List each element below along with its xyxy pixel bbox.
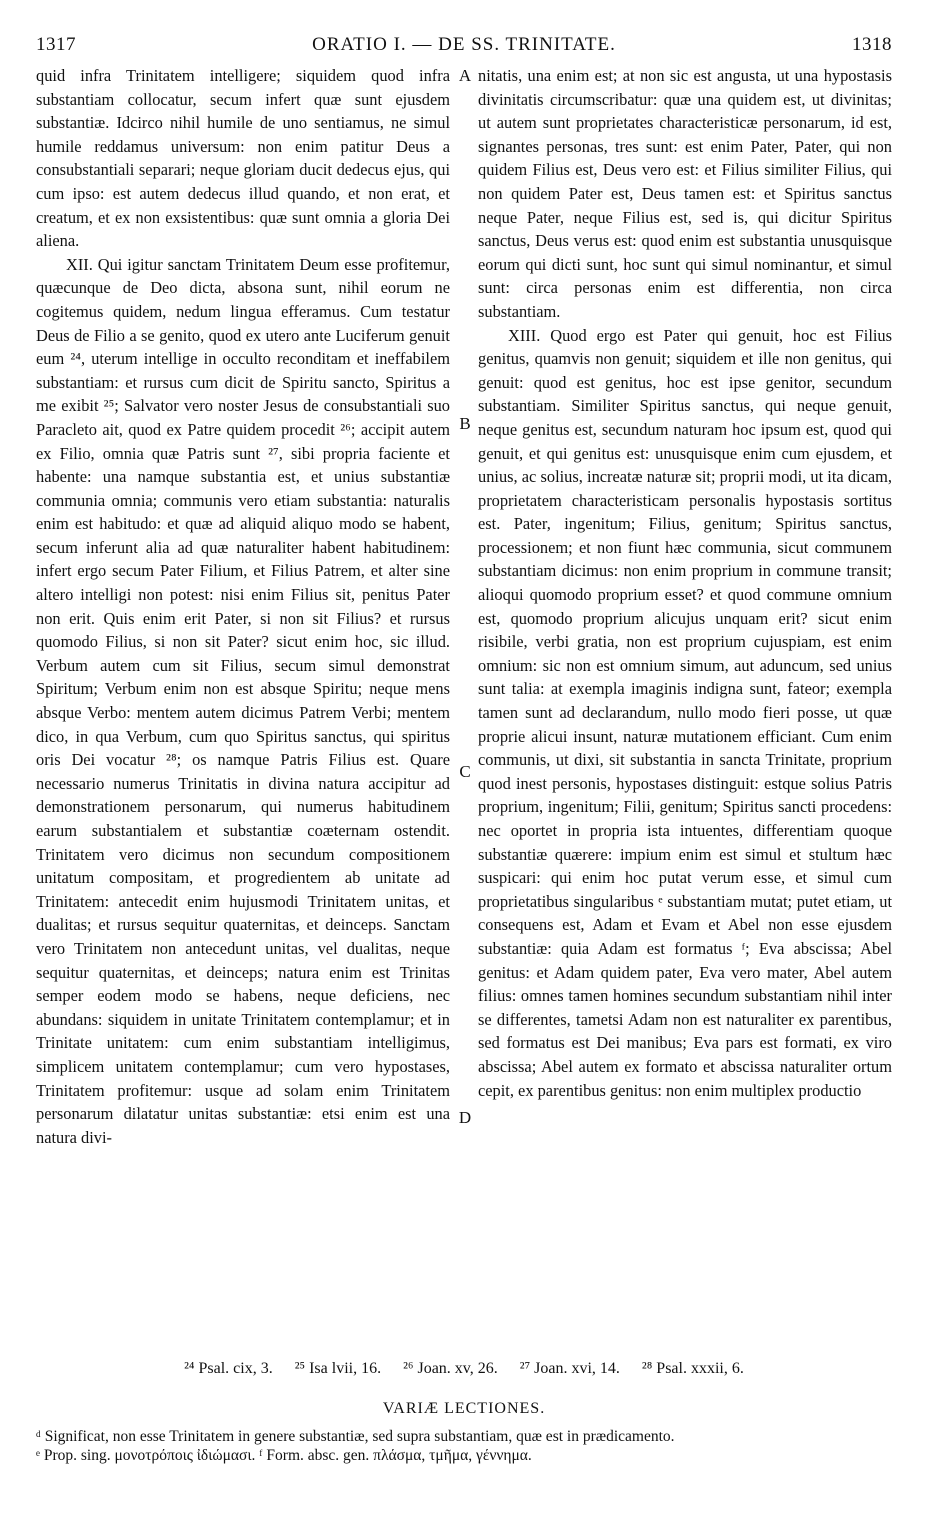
footnote-25: ²⁵ Isa lvii, 16. (294, 1360, 382, 1377)
paragraph-xiii: XIII. Quod ergo est Pater qui genuit, hoc est Filius genitus, quamvis non genuit; siquidem et ille non genitus, qui genuit: quod est genitus, hoc est ipse genitor, secundum substantiam. Similiter Spiritus sanctus, qui neque genuit, neque genitus est, secundum naturam hoc ipsum est, quod qui genuit, et qui genitus est: unusquisque enim cum ejusdem, et unius, ac solius, increatæ naturæ sit; proprii modi, ut ita dicam, proprietatem characteristicam personalis hypostasis sortitus est. Pater, ingenitum; Filius, genitum; Spiritus sanctus, processionem; et non fiunt hæc communia, sicut communem substantiam dicimus: non enim proprium in commune transit; alioqui quomodo proprium esset? et quod commune omnium est, quomodo proprium alicujus unquam erit? sicut enim risibile, verbi gratia, non est proprium cujuspiam, est enim omnium: sic non est omnium simum, aut aduncum, sed unius sunt talia: at exempla imaginis indigna sunt, fateor; exempla tamen sunt ad declarandum, nullo modo fieri posse, ut quæ proprie alicui insunt, naturæ mutationem efficiant. Cum enim communis, ut dixi, sit substantia in sancta Trinitate, proprium quod inest personis, hypostases distinguit: estque solius Patris proprium, ingenitum; Filii, genitum; Spiritus sancti procedens: nec oportet in propria ista intuentes, differentiam quoque substantiæ quærere: impium enim est simul et stultum hæc suspicari: qui enim hoc putat verum esse, et simul cum proprietatibus singularibus ᵉ substantiam mutat; putet etiam, ut consequens est, Adam et Evam et Abel non esse ejusdem substantiæ: quia Adam est formatus ᶠ; Eva abscissa; Abel genitus: et Adam quidem pater, Eva vero mater, Abel autem filius: omnes tamen homines secundum substantiam nihil inter se differentes, tametsi Adam non est naturaliter ex parentibus, sed formatus est Dei manibus; Eva pars est formati, ex viro abscissa; Abel autem ex formato et abscissa naturaliter ortum cepit, ex parentibus genitus: non enim multiplex productio (478, 325, 892, 1100)
variae-lectiones-heading: VARIÆ LECTIONES. (382, 1400, 546, 1417)
variant-d: ᵈ Significat, non esse Trinitatem in genere substantiæ, sed supra substantiam, quæ est in prædicamento. (36, 1428, 675, 1445)
page-number-right: 1318 (852, 34, 892, 55)
margin-letter-b: B (459, 414, 471, 433)
paragraph-continuation: quid infra Trinitatem intelligere; siquidem quod infra substantiam collocatur, secum infert quæ sunt ejusdem substantiæ. Idcirco nihil humile de uno sentiamus, ne simul humile reddamus universum: non enim patitur Deus a consubstantiali separari; neque gloriam ducit dedecus ejus, qui cum ipso: est autem dedecus illud quando, et non erat, et creatum, et ex non exsistentibus: quæ sunt omnia a gloria Dei aliena. (36, 66, 450, 251)
margin-letter-a: A (458, 66, 472, 85)
page-number-left: 1317 (36, 34, 76, 55)
running-header (36, 34, 892, 60)
footnote-28: ²⁸ Psal. xxxii, 6. (641, 1360, 744, 1377)
footnote-27: ²⁷ Joan. xvi, 14. (519, 1360, 620, 1377)
footnote-24: ²⁴ Psal. cix, 3. (184, 1360, 273, 1377)
running-title: ORATIO I. — DE SS. TRINITATE. (312, 34, 616, 55)
paragraph-xii: XII. Qui igitur sanctam Trinitatem Deum esse profitemur, quæcunque de Deo dicta, absona sunt, nihil eorum ne cogitemus quidem, nedum lingua efferamus. Cum testatur Deus de Filio a se genito, quod ex utero ante Luciferum genuit eum ²⁴, uterum intellige in occulto reconditam et ineffabilem substantiam: et rursus cum dicit de Spiritu sancto, Spiritus a me exibit ²⁵; Salvator vero noster Jesus de consubstantiali suo Paracleto ait, quod ex Patre quidem procedit ²⁶; accipit autem ex Filio, omnia quæ Patris sunt ²⁷, sibi propria faciente et habente: una namque substantia est, et unius substantiæ communia omnia; communis vero etiam substantia: naturalis enim est habitudo: et quæ ad aliquid aliquo modo se habent, secum inferunt alia ad quæ naturaliter habent habitudinem: infert ergo secum Pater Filium, et Filius Patrem, et alter sine altero intelligi non potest: nisi enim Filius sit, penitus Pater non erit. Quis enim erit Pater, si non sit Filius? et rursus quomodo Filius, si non sit Pater? sicut enim hoc, sic illud. Verbum autem cum sit Filius, secum simul demonstrat Spiritum; Verbum enim non est absque Spiritu; neque mens absque Verbo: mentem autem dicimus Patrem Verbi; mentem dico, in qua Verbum, cum quo Spiritus sanctus, qui spiritus oris Dei vocatur ²⁸; os namque Patris Filius est. Quare necessario numerus Trinitatis in divina natura accipitur ad demonstrationem personarum, qui numerus habitudinem earum substantialem et substantiæ coæternam ostendit. Trinitatem vero dicimus non secundum compositionem unitatum compositam, et progredientem ab unitate ad Trinitatem: antecedit enim hujusmodi Trinitatem unitas, et dualitas; et rursus sequitur quaternitas, et deinceps. Sanctam vero Trinitatem non antecedunt unitas, vel dualitas, neque sequitur quaternitas, et deinceps; natura enim est Trinitas semper eodem modo se habens, neque deficiens, nec abundans: siquidem in unitate Trinitatem contemplamur; et in Trinitate unitatem: cum enim substantiam intelligimus, simplicem unitatem contemplamur; cum vero hypostases, Trinitatem profitemur: usque ad solam enim Trinitatem personarum dilatatur unitas substantiæ: etsi enim est una natura divi- (36, 254, 450, 1147)
right-column (478, 64, 892, 1344)
margin-letter-c: C (459, 762, 471, 781)
variant-e-f: ᵉ Prop. sing. μονοτρόποις ἰδιώμασι. ᶠ Form. absc. gen. πλάσμα, τμῆμα, γέννημα. (36, 1447, 532, 1464)
left-column (36, 64, 450, 1344)
footnotes (36, 1360, 892, 1378)
variae-lectiones (36, 1427, 892, 1465)
margin-letter-d: D (458, 1108, 472, 1127)
paragraph-continuation-right: nitatis, una enim est; at non sic est angusta, ut una hypostasis divinitatis circumscribatur: quæ una quidem est, ut divinitas; ut autem sunt proprietates characteristicæ personarum, id est, signantes personas, tres sunt: est enim Pater, Pater, qui non quidem Filius est, Deus vero est: et Filius similiter Filius, qui non quidem Pater est, Deus tamen est: et Spiritus sanctus neque Pater, neque Filius est, sed is, qui dicitur Spiritus sanctus, Deus verus est: quod enim est substantia unusquisque eorum qui dicti sunt, hoc sunt qui simul nominantur, et simul sunt: circa personas enim est differentia, non circa substantiam. (478, 66, 892, 321)
footnote-26: ²⁶ Joan. xv, 26. (403, 1360, 498, 1377)
